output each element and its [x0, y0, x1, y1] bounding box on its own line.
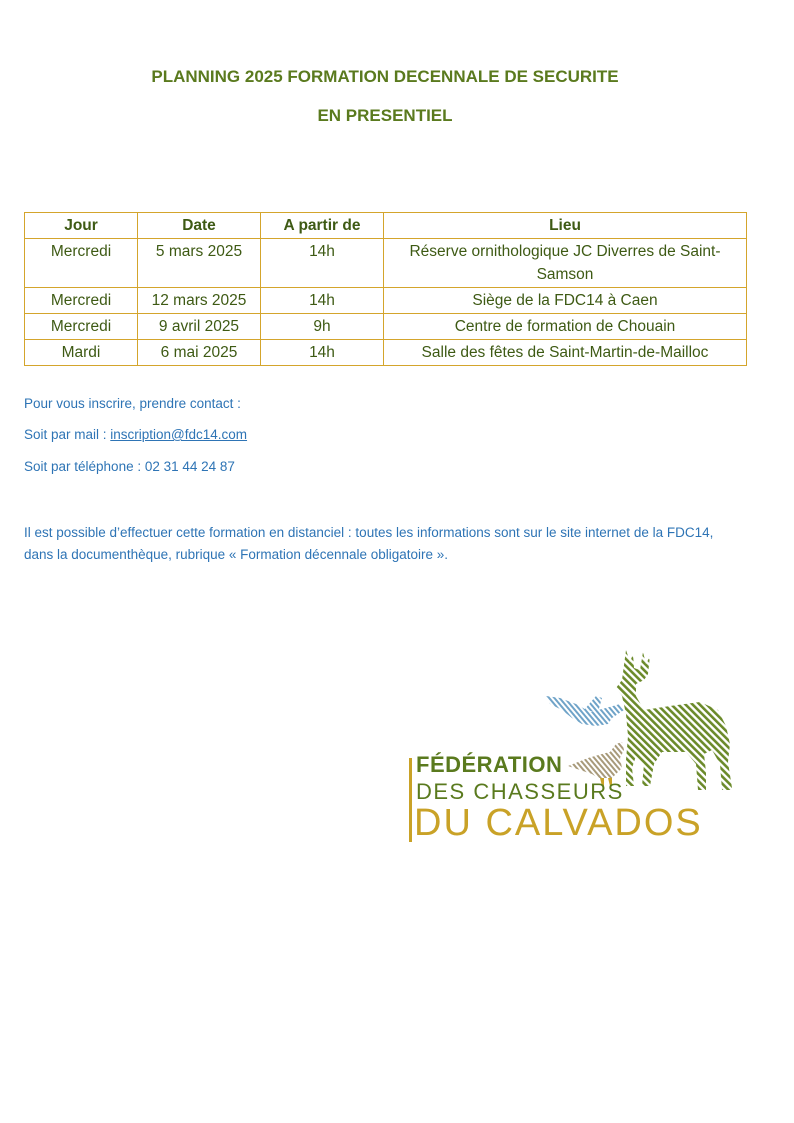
cell-heure: 9h	[261, 314, 384, 340]
table-row	[25, 239, 747, 288]
column-header-heure: A partir de	[261, 213, 384, 239]
column-header-lieu: Lieu	[384, 213, 747, 239]
cell-jour: Mercredi	[25, 239, 138, 288]
contact-mail-line	[24, 427, 247, 442]
table-row	[25, 288, 747, 314]
cell-jour: Mercredi	[25, 314, 138, 340]
cell-heure: 14h	[261, 239, 384, 288]
cell-date: 9 avril 2025	[138, 314, 261, 340]
cell-jour: Mercredi	[25, 288, 138, 314]
cell-heure: 14h	[261, 288, 384, 314]
table-row	[25, 314, 747, 340]
cell-date: 5 mars 2025	[138, 239, 261, 288]
table-row	[25, 340, 747, 366]
mail-label: Soit par mail :	[24, 427, 111, 442]
cell-jour: Mardi	[25, 340, 138, 366]
contact-phone-line	[24, 459, 235, 474]
distanciel-note: Il est possible d’effectuer cette formation en distanciel : toutes les informations sont sur le site internet de la FDC14, dans la documenthèque, rubrique « Formation décennale obligatoire ».	[24, 525, 714, 562]
logo-line2: DES CHASSEURS	[416, 779, 624, 804]
column-header-jour: Jour	[25, 213, 138, 239]
column-header-date: Date	[138, 213, 261, 239]
cell-date: 12 mars 2025	[138, 288, 261, 314]
phone-number: 02 31 44 24 87	[144, 459, 235, 474]
cell-lieu: Siège de la FDC14 à Caen	[384, 288, 747, 314]
phone-label: Soit par téléphone :	[24, 459, 145, 474]
cell-heure: 14h	[261, 340, 384, 366]
roe-deer-icon	[616, 650, 732, 790]
page-title: PLANNING 2025 FORMATION DECENNALE DE SECURITE	[151, 67, 619, 86]
contact-intro: Pour vous inscrire, prendre contact :	[24, 396, 241, 411]
duck-icon	[546, 696, 624, 726]
page-subtitle: EN PRESENTIEL	[317, 106, 453, 125]
cell-lieu: Réserve ornithologique JC Diverres de Saint-Samson	[384, 239, 747, 288]
cell-date: 6 mai 2025	[138, 340, 261, 366]
cell-lieu: Centre de formation de Chouain	[384, 314, 747, 340]
federation-logo	[400, 640, 745, 850]
logo-line3: DU CALVADOS	[414, 802, 703, 844]
logo-line1: FÉDÉRATION	[416, 752, 563, 777]
table-header-row	[25, 213, 747, 239]
schedule-table	[24, 212, 747, 366]
email-link[interactable]: inscription@fdc14.com	[110, 427, 248, 442]
logo-divider	[409, 758, 412, 842]
cell-lieu: Salle des fêtes de Saint-Martin-de-Mailloc	[384, 340, 747, 366]
